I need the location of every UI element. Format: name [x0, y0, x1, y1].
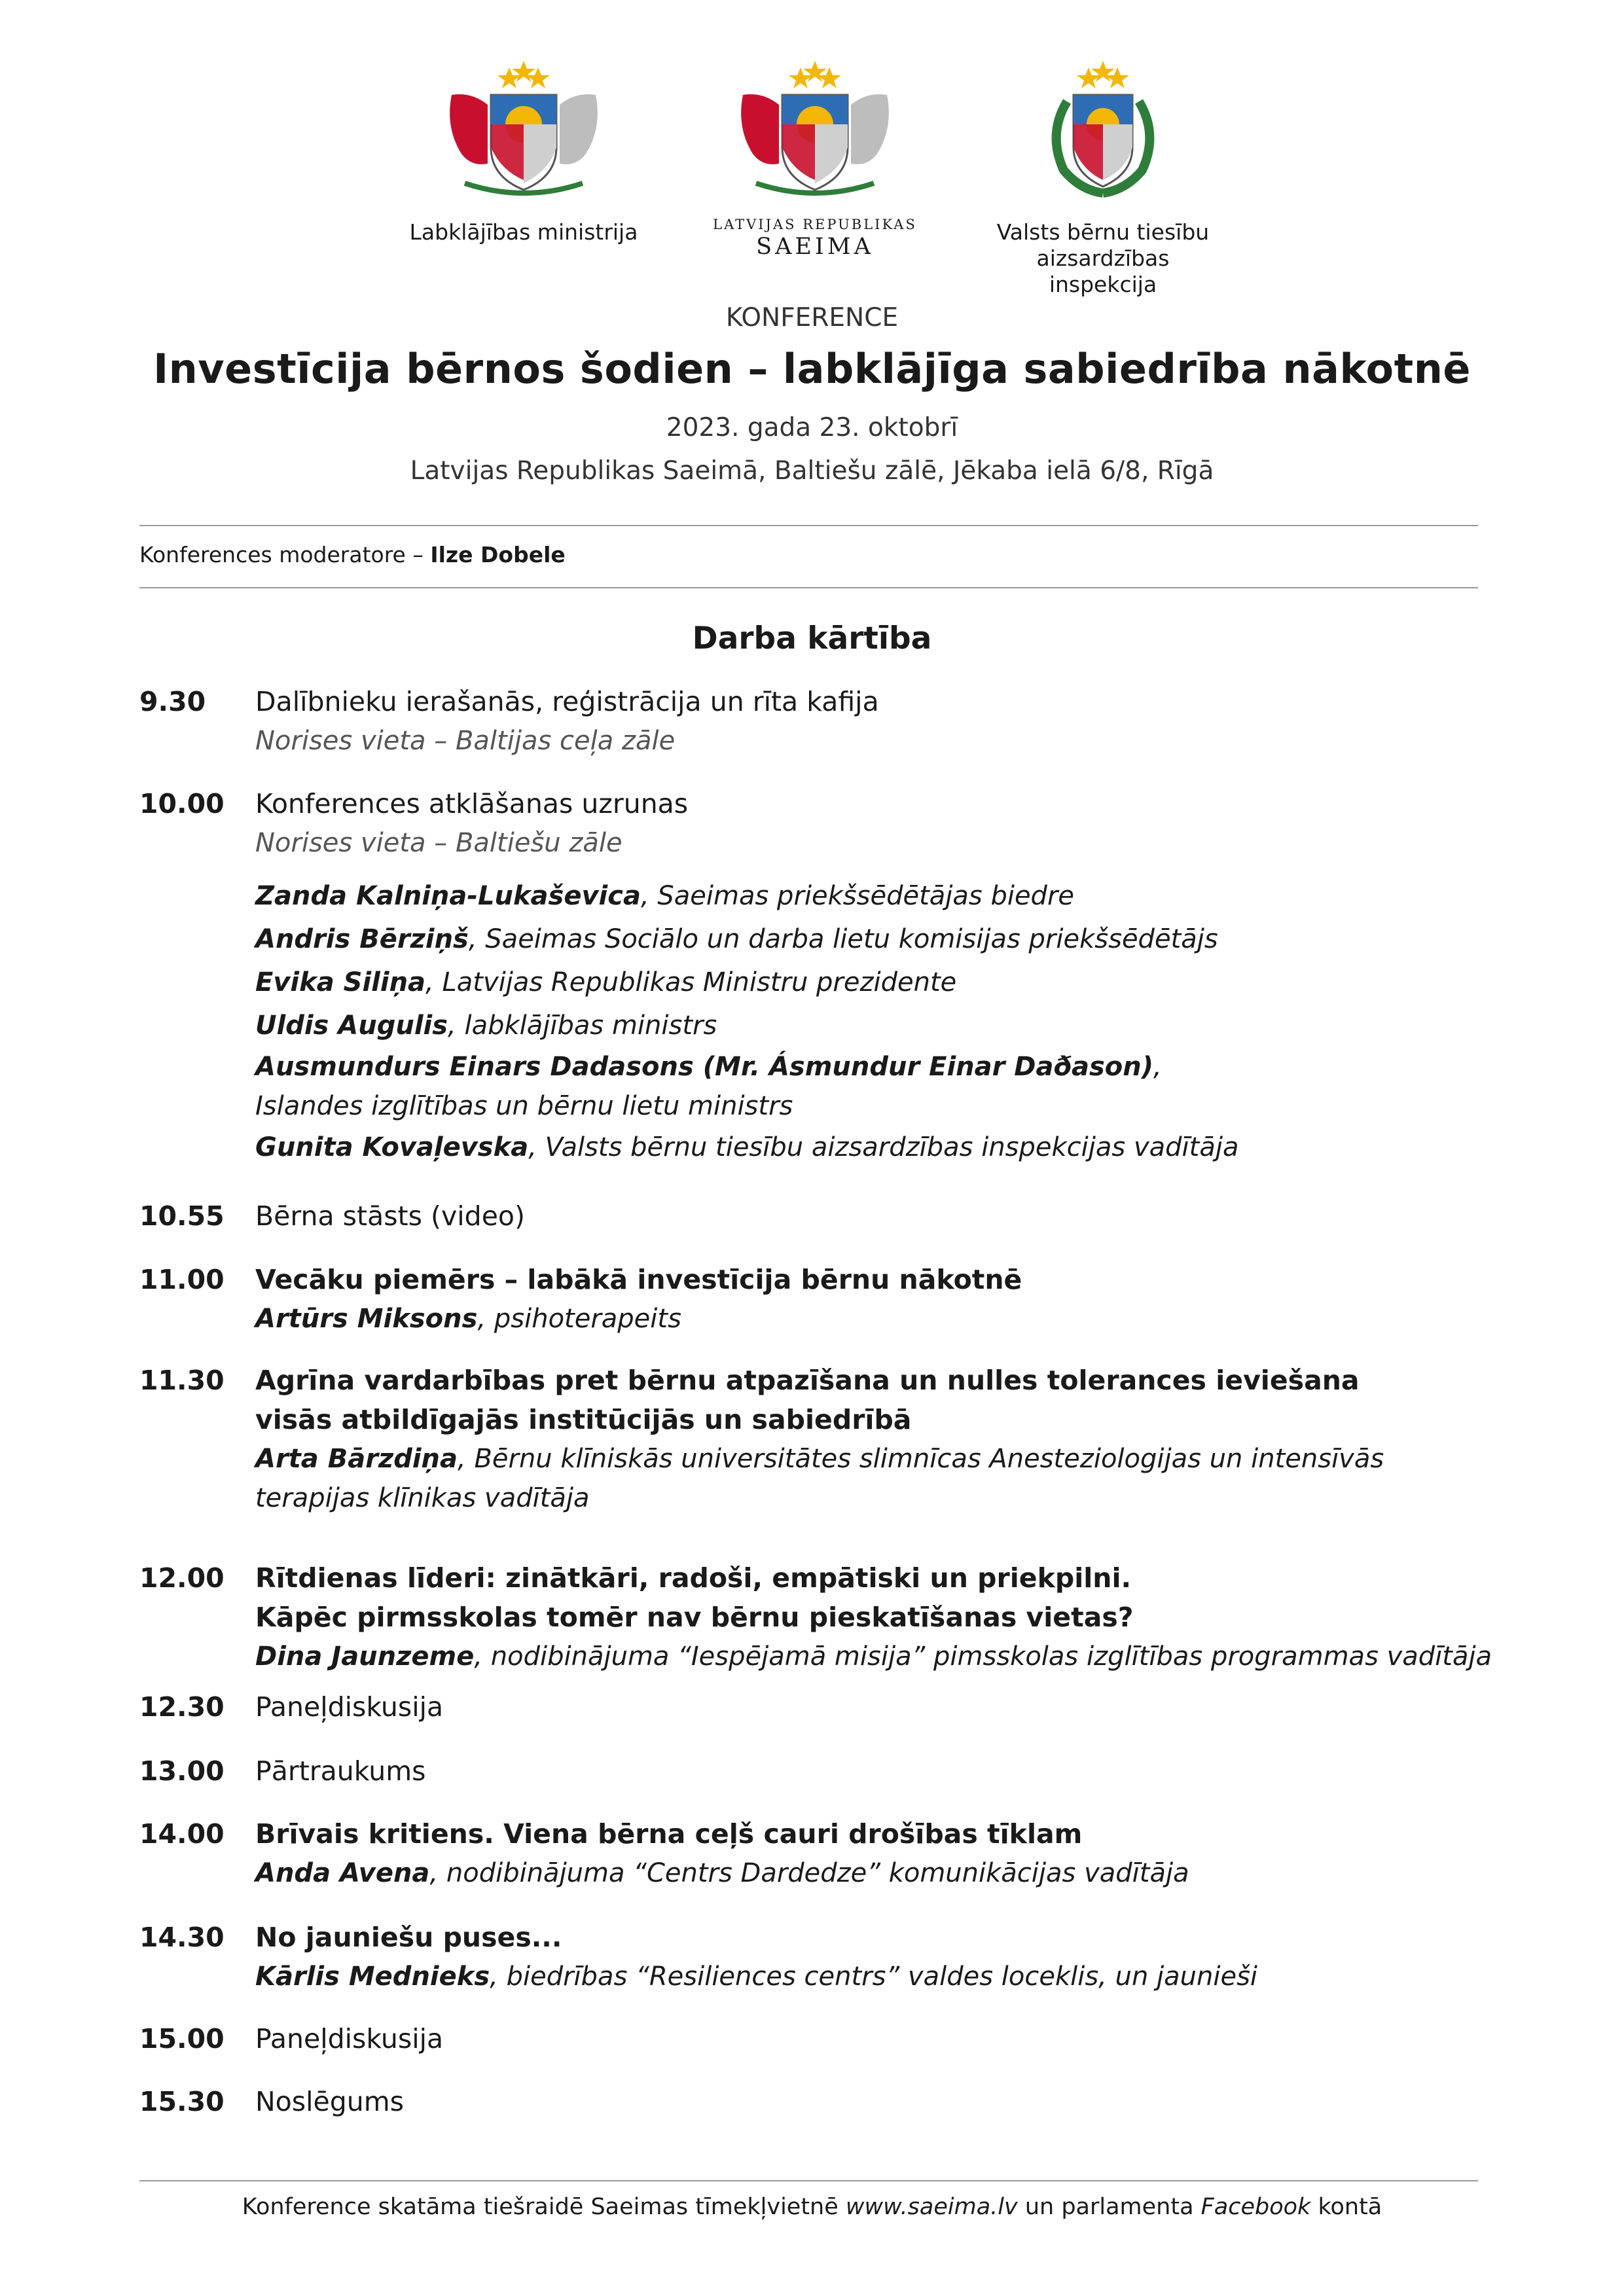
speaker-role: , Latvijas Republikas Ministru prezidente: [425, 967, 957, 997]
speaker-role: , nodibinājuma “Centrs Dardedze” komunikācijas vadītāja: [429, 1858, 1189, 1888]
speaker-name: Gunita Kovaļevska: [255, 1132, 529, 1162]
footer-text: un parlamenta: [1017, 2194, 1201, 2220]
moderator-line: [139, 542, 566, 567]
speaker: [255, 1299, 1473, 1338]
agenda-title: Dalībnieku ierašanās, reģistrācija un rīta kafija: [255, 686, 879, 717]
speaker-role: , Bērnu klīniskās universitātes slimnīcas Anesteziologijas un intensīvās: [458, 1444, 1384, 1474]
agenda-time: 11.30: [139, 1365, 225, 1396]
speaker-role: , nodibinājuma “Iespējamā misija” pimsskolas izglītības programmas vadītāja: [474, 1641, 1492, 1672]
footer-note: [0, 2194, 1624, 2220]
agenda-location: Norises vieta – Baltiešu zāle: [255, 828, 623, 858]
facebook-label: Facebook: [1200, 2194, 1311, 2220]
agenda-location: Norises vieta – Baltijas ceļa zāle: [255, 726, 676, 756]
speaker: [255, 1854, 1473, 1893]
speaker: [255, 874, 1473, 918]
speaker-role: , labklājības ministrs: [448, 1011, 717, 1041]
vbtai-caption-line2: aizsardzības inspekcija: [1036, 245, 1170, 297]
speaker-name: Ausmundurs Einars Dadasons (Mr. Ásmundur Einar Daðason): [255, 1052, 1153, 1082]
moderator-name: Ilze Dobele: [430, 542, 566, 567]
speaker-role: , Saeimas priekšsēdētājas biedre: [640, 881, 1074, 911]
saeima-subtitle: LATVIJAS REPUBLIKAS: [713, 217, 917, 232]
saeima-logo: [697, 56, 933, 260]
speaker-role: , biedrības “Resiliences centrs” valdes loceklis, un jaunieši: [490, 1962, 1258, 1992]
divider: [139, 587, 1478, 588]
agenda-title: Paneļdiskusija: [255, 1691, 444, 1723]
agenda-time: 14.30: [139, 1922, 225, 1953]
speaker: [255, 918, 1473, 961]
speaker: [255, 1957, 1473, 1996]
speaker-name: Dina Jaunzeme: [255, 1641, 475, 1672]
conference-place: Latvijas Republikas Saeimā, Baltiešu zālē, Jēkaba ielā 6/8, Rīgā: [410, 456, 1214, 486]
speaker-name: Andris Bērziņš: [255, 924, 469, 954]
agenda-title: Agrīna vardarbības pret bērnu atpazīšana un nulles tolerances ieviešana: [255, 1365, 1360, 1396]
agenda-title: Konferences atklāšanas uzrunas: [255, 788, 689, 819]
conference-label: KONFERENCE: [725, 303, 899, 332]
conference-title: Investīcija bērnos šodien – labklājīga sabiedrība nākotnē: [153, 345, 1471, 393]
labklajibas-ministrija-logo: [406, 56, 641, 245]
speaker: [255, 1047, 1473, 1086]
speaker-name: Evika Siliņa: [255, 967, 426, 997]
agenda-title: Noslēgums: [255, 2086, 405, 2117]
vbtai-logo: [985, 56, 1221, 298]
agenda-title: Bērna stāsts (video): [255, 1200, 526, 1232]
agenda-time: 15.00: [139, 2023, 225, 2054]
speaker-role: , Saeimas Sociālo un darba lietu komisijas priekšsēdētājs: [468, 924, 1218, 954]
agenda-time: 12.30: [139, 1691, 225, 1723]
conference-date: 2023. gada 23. oktobrī: [666, 413, 958, 442]
speaker-role-continued: Islandes izglītības un bērnu lietu ministrs: [255, 1091, 793, 1121]
agenda-title: Paneļdiskusija: [255, 2023, 444, 2054]
agenda-time: 14.00: [139, 1818, 225, 1850]
saeima-name: SAEIMA: [756, 234, 874, 260]
divider: [139, 2180, 1478, 2181]
agenda-title: Pārtraukums: [255, 1755, 426, 1787]
agenda-title: No jauniešu puses...: [255, 1922, 562, 1953]
agenda-time: 13.00: [139, 1755, 225, 1787]
speaker-name: Arta Bārzdiņa: [255, 1444, 458, 1474]
small-coat-of-arms-icon: [1005, 56, 1201, 200]
agenda-title-continued: Kāpēc pirmsskolas tomēr nav bērnu pieskatīšanas vietas?: [255, 1602, 1134, 1633]
lm-caption: Labklājības ministrija: [409, 219, 638, 245]
speaker: [255, 1004, 1473, 1047]
speaker-name: Zanda Kalniņa-Lukaševica: [255, 881, 641, 911]
speaker: [255, 1439, 1473, 1479]
agenda-time: 9.30: [139, 686, 206, 717]
speaker: [255, 1637, 1492, 1676]
speaker: [255, 1126, 1473, 1169]
coat-of-arms-icon: [717, 56, 913, 200]
speaker-name: Anda Avena: [255, 1858, 430, 1888]
vbtai-caption-line1: Valsts bērnu tiesību: [996, 219, 1210, 245]
agenda-time: 10.55: [139, 1200, 225, 1232]
agenda-title: Brīvais kritiens. Viena bērna ceļš cauri drošības tīklam: [255, 1818, 1083, 1850]
agenda-title: Rītdienas līderi: zinātkāri, radoši, empātiski un priekpilni.: [255, 1562, 1132, 1594]
divider: [139, 525, 1478, 526]
speaker-role: , psihoterapeits: [477, 1304, 681, 1334]
speaker: [255, 961, 1473, 1004]
agenda-time: 11.00: [139, 1264, 225, 1295]
agenda-title-continued: visās atbildīgajās institūcijās un sabiedrībā: [255, 1404, 912, 1435]
speaker-name: Uldis Augulis: [255, 1011, 448, 1041]
speaker-role-continued: terapijas klīnikas vadītāja: [255, 1483, 590, 1513]
speaker-role: ,: [1153, 1052, 1162, 1082]
speaker-name: Kārlis Mednieks: [255, 1962, 490, 1992]
saeima-website-link[interactable]: www.saeima.lv: [845, 2194, 1018, 2220]
footer-text: Konference skatāma tiešraidē Saeimas tīmekļvietnē: [242, 2194, 846, 2220]
moderator-label: Konferences moderatore –: [139, 542, 431, 567]
agenda-time: 12.00: [139, 1562, 225, 1594]
speaker-name: Artūrs Miksons: [255, 1304, 478, 1334]
footer-text: kontā: [1310, 2194, 1382, 2220]
logo-row: [0, 56, 1624, 297]
agenda-time: 15.30: [139, 2086, 225, 2117]
agenda-heading: Darba kārtība: [692, 620, 932, 656]
agenda-time: 10.00: [139, 788, 225, 819]
coat-of-arms-icon: [425, 56, 622, 200]
speaker-role: , Valsts bērnu tiesību aizsardzības inspekcijas vadītāja: [528, 1132, 1239, 1162]
agenda-title: Vecāku piemērs – labākā investīcija bērnu nākotnē: [255, 1264, 1022, 1295]
